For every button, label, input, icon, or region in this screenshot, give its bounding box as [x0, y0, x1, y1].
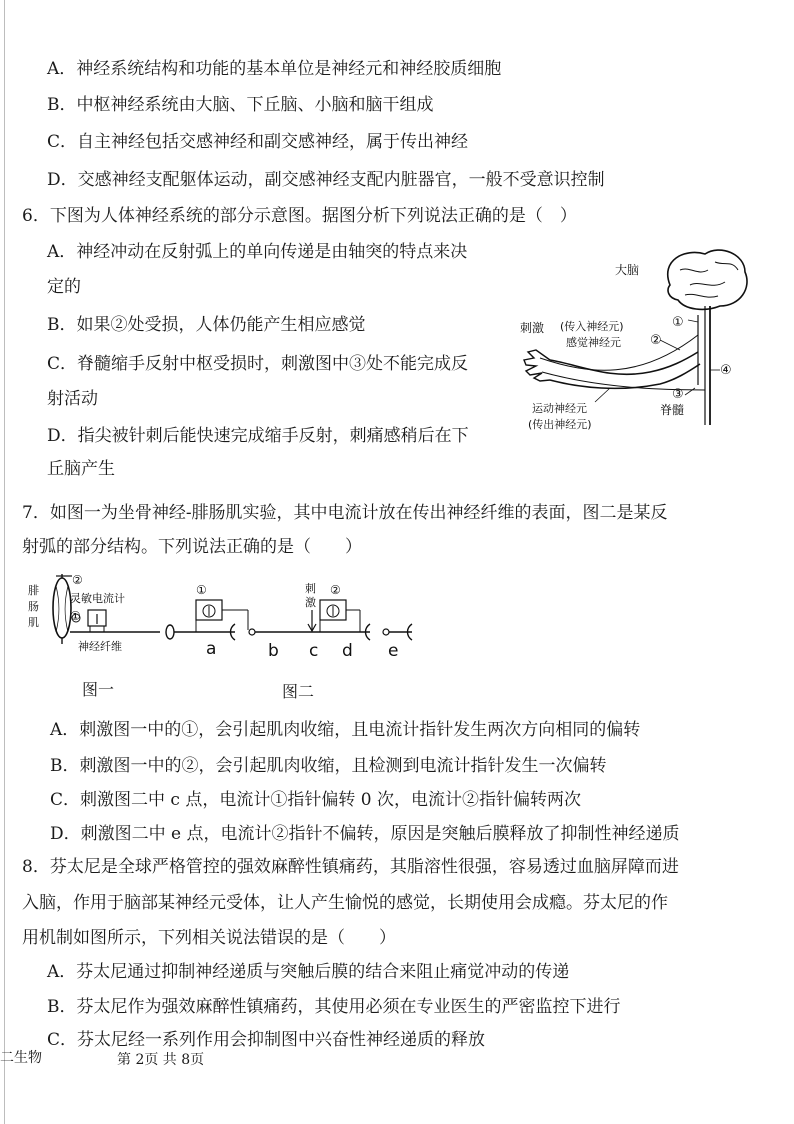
q6-option-a-line2: 定的	[47, 277, 81, 297]
q8-stem-line2: 入脑，作用于脑部某神经元受体，让人产生愉悦的感觉，长期使用会成瘾。芬太尼的作	[22, 893, 668, 913]
fig1-marker-2: ②	[72, 573, 83, 587]
marker-3: ③	[672, 387, 684, 402]
label-muscle-2: 肠	[28, 600, 39, 613]
q5-option-b: B．中枢神经系统由大脑、下丘脑、小脑和脑干组成	[47, 95, 434, 115]
label-muscle-1: 腓	[28, 584, 39, 597]
nervous-system-figure	[520, 240, 770, 440]
q6-option-b: B．如果②处受损，人体仍能产生相应感觉	[47, 315, 366, 335]
label-stim-2: 激	[305, 596, 316, 609]
label-brain: 大脑	[615, 263, 640, 277]
label-afferent-2: 感觉神经元	[566, 336, 621, 349]
footer-page-number: 第 2页 共 8页	[117, 1052, 205, 1068]
label-efferent-2: (传出神经元)	[528, 418, 592, 431]
q8-stem-line3: 用机制如图所示，下列相关说法错误的是（ ）	[22, 928, 396, 948]
label-spinal-cord: 脊髓	[660, 403, 685, 417]
q5-option-c: C．自主神经包括交感神经和副交感神经，属于传出神经	[47, 132, 469, 152]
brain-drawing	[668, 250, 747, 309]
q6-option-c-line1: C．脊髓缩手反射中枢受损时，刺激图中③处不能完成反	[47, 354, 469, 374]
figure-1-caption: 图一	[82, 680, 115, 699]
hand-drawing	[524, 350, 550, 381]
point-b: b	[268, 641, 279, 661]
sciatic-nerve-figure	[20, 572, 440, 672]
q7-option-b: B．刺激图一中的②，会引起肌肉收缩，且检测到电流计指针发生一次偏转	[50, 756, 607, 776]
q7-stem-line2: 射弧的部分结构。下列说法正确的是（ ）	[22, 537, 362, 557]
point-e: e	[388, 641, 399, 661]
q6-option-d-line1: D．指尖被针刺后能快速完成缩手反射，刺痛感稍后在下	[47, 426, 469, 446]
q6-option-c-line2: 射活动	[47, 389, 98, 409]
fig2-marker-2: ②	[330, 583, 341, 597]
point-d: d	[342, 641, 353, 661]
q6-option-a-line1: A．神经冲动在反射弧上的单向传递是由轴突的特点来决	[47, 242, 468, 262]
label-muscle-3: 肌	[28, 616, 39, 629]
q6-stem: 6．下图为人体神经系统的部分示意图。据图分析下列说法正确的是（ ）	[22, 206, 577, 226]
q7-option-c: C．刺激图二中 c 点，电流计①指针偏转 0 次，电流计②指针偏转两次	[50, 790, 581, 810]
label-galvanometer: 灵敏电流计	[70, 592, 125, 605]
fig1-marker-1: ①	[70, 609, 81, 623]
point-a: a	[206, 639, 217, 659]
marker-1: ①	[672, 315, 684, 330]
muscle-drawing	[53, 578, 71, 638]
q6-option-d-line2: 丘脑产生	[47, 459, 115, 479]
label-efferent-1: 运动神经元	[532, 402, 587, 415]
label-nerve-fiber: 神经纤维	[78, 640, 122, 653]
q8-stem-line1: 8．芬太尼是全球严格管控的强效麻醉性镇痛药，其脂溶性很强，容易透过血脑屏障而进	[22, 857, 679, 877]
q7-option-d: D．刺激图二中 e 点，电流计②指针不偏转，原因是突触后膜释放了抑制性神经递质	[50, 824, 680, 844]
marker-2: ②	[650, 333, 662, 348]
page-edge	[4, 0, 5, 1124]
figure-2-caption: 图二	[282, 682, 315, 701]
arm-drawing	[550, 352, 698, 374]
label-stimulus: 刺激	[520, 321, 545, 335]
q7-stem-line1: 7．如图一为坐骨神经-腓肠肌实验，其中电流计放在传出神经纤维的表面，图二是某反	[22, 503, 668, 523]
q8-option-b: B．芬太尼作为强效麻醉性镇痛药，其使用必须在专业医生的严密监控下进行	[47, 997, 621, 1017]
fig2-marker-1: ①	[196, 583, 207, 597]
q8-option-c: C．芬太尼经一系列作用会抑制图中兴奋性神经递质的释放	[47, 1030, 486, 1050]
q7-option-a: A．刺激图一中的①，会引起肌肉收缩，且电流计指针发生两次方向相同的偏转	[50, 720, 641, 740]
point-c: c	[309, 641, 319, 661]
q5-option-a: A．神经系统结构和功能的基本单位是神经元和神经胶质细胞	[47, 59, 502, 79]
footer-subject: 二生物	[0, 1050, 42, 1066]
marker-4: ④	[720, 363, 732, 378]
label-afferent-1: (传入神经元)	[560, 320, 624, 333]
q5-option-d: D．交感神经支配躯体运动，副交感神经支配内脏器官，一般不受意识控制	[47, 170, 605, 190]
label-stim-1: 刺	[305, 582, 316, 595]
q8-option-a: A．芬太尼通过抑制神经递质与突触后膜的结合来阻止痛觉冲动的传递	[47, 962, 570, 982]
